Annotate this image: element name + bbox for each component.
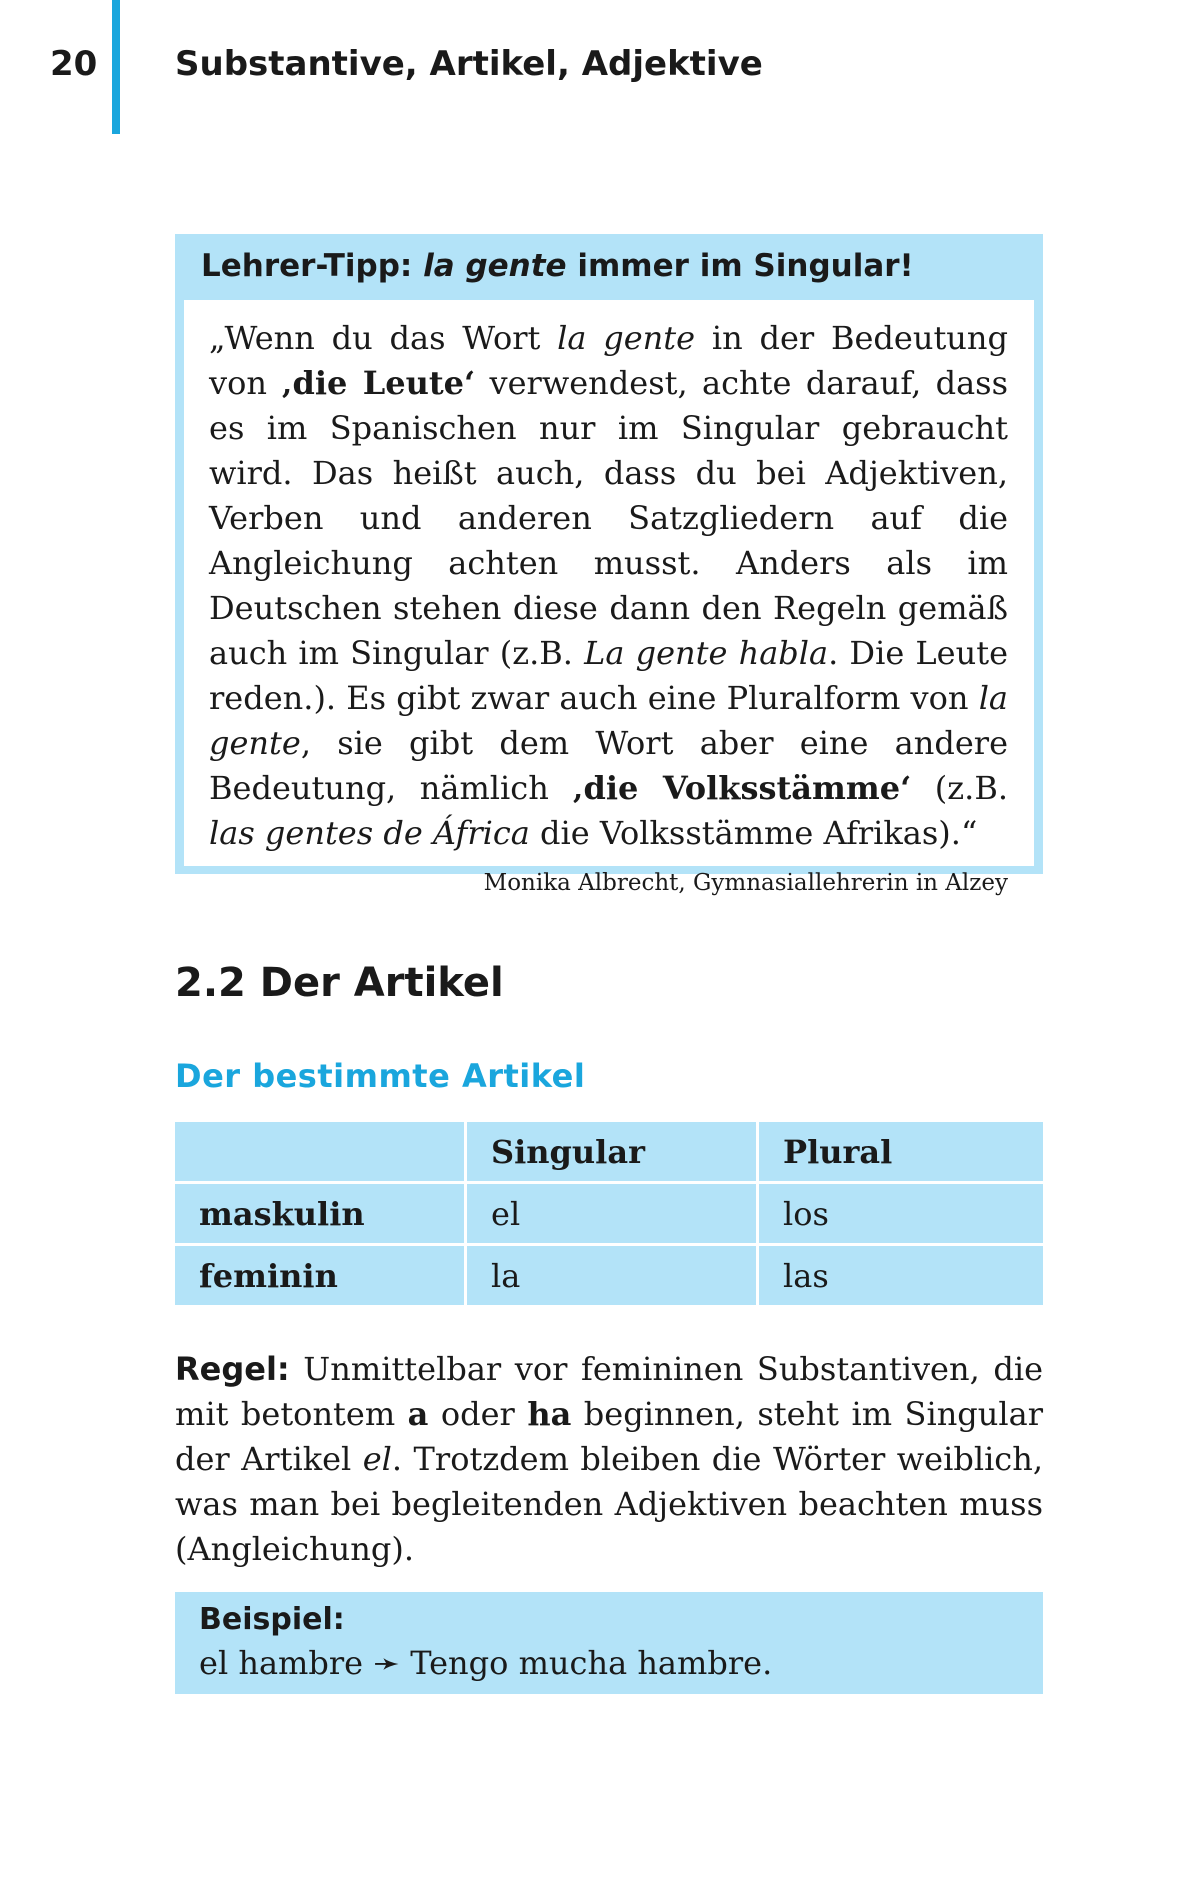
italic-term: el xyxy=(362,1440,392,1478)
definite-article-table xyxy=(175,1122,1043,1305)
tip-quote xyxy=(209,316,1008,856)
arrow-icon: ➛ xyxy=(373,1644,401,1682)
table-row-label: maskulin xyxy=(175,1183,466,1245)
rule-body xyxy=(175,1350,1043,1568)
bold-term: ha xyxy=(527,1395,572,1433)
table-row xyxy=(175,1183,1043,1245)
table-cell: la xyxy=(466,1245,758,1306)
italic-term: las gentes de África xyxy=(209,814,530,852)
italic-term: La gente habla xyxy=(584,634,829,672)
tip-title xyxy=(201,248,914,284)
example-line xyxy=(199,1640,1019,1686)
tip-title-term: la gente xyxy=(423,248,567,284)
table-header-cell: Plural xyxy=(758,1122,1044,1183)
italic-term: la gente xyxy=(209,679,1008,762)
tip-title-prefix: Lehrer-Tipp: xyxy=(201,248,424,284)
bold-term: ‚die Volksstämme‘ xyxy=(572,769,912,807)
table-cell: los xyxy=(758,1183,1044,1245)
example-label: Beispiel: xyxy=(199,1602,345,1637)
text-run: . Trotzdem bleiben die Wörter weiblich, was man bei begleitenden Adjektiven beachten muss (Angleichung). xyxy=(175,1440,1044,1568)
example-box xyxy=(175,1592,1043,1694)
bold-term: ‚die Leute‘ xyxy=(281,364,476,402)
table-cell: las xyxy=(758,1245,1044,1306)
text-run: die Volksstämme Afrikas).“ xyxy=(529,814,978,852)
text-run: „Wenn du das Wort xyxy=(209,319,558,357)
header-accent-bar xyxy=(112,0,120,134)
text-run: in der Bedeutung von xyxy=(209,319,1009,402)
tip-attribution: Monika Albrecht, Gymnasiallehrerin in Alzey xyxy=(483,870,1008,896)
teacher-tip-box xyxy=(175,234,1043,896)
text-run: . Die Leute reden.). Es gibt zwar auch eine Pluralform von xyxy=(209,634,1009,717)
table-header-cell xyxy=(175,1122,466,1183)
running-title: Substantive, Artikel, Adjektive xyxy=(175,44,763,84)
tip-content xyxy=(184,300,1034,896)
table-cell: el xyxy=(466,1183,758,1245)
table-row-label: feminin xyxy=(175,1245,466,1306)
page-number: 20 xyxy=(50,44,98,84)
text-run: , sie gibt dem Wort aber eine andere Bedeutung, nämlich xyxy=(209,724,1008,807)
table-header-cell: Singular xyxy=(466,1122,758,1183)
subheading-definite-article: Der bestimmte Artikel xyxy=(175,1057,586,1095)
bold-term: a xyxy=(407,1395,429,1433)
rule-paragraph xyxy=(175,1347,1043,1572)
text-run: beginnen, steht im Singular der Artikel xyxy=(175,1395,1044,1478)
italic-term: la gente xyxy=(557,319,696,357)
text-run: verwendest, achte darauf, dass es im Spanischen nur im Singular gebraucht wird. Das heißt auch, dass du bei Adjektiven, Verben und anderen Satzgliedern auf die Angleichung achten musst. Anders als im Deutschen stehen diese dann den Regeln gemäß auch im Singular (z.B. xyxy=(209,364,1009,672)
text-run: (z.B. xyxy=(911,769,1009,807)
tip-title-suffix: immer im Singular! xyxy=(566,248,914,284)
text-run: Unmittelbar vor femininen Substantiven, die mit betontem xyxy=(175,1350,1043,1433)
section-heading: 2.2 Der Artikel xyxy=(175,960,504,1006)
rule-label: Regel: xyxy=(175,1350,290,1388)
text-run: oder xyxy=(428,1395,528,1433)
table-row xyxy=(175,1245,1043,1306)
example-word: el hambre xyxy=(199,1644,364,1682)
example-sentence: Tengo mucha hambre. xyxy=(410,1644,773,1682)
table-header-row xyxy=(175,1122,1043,1183)
